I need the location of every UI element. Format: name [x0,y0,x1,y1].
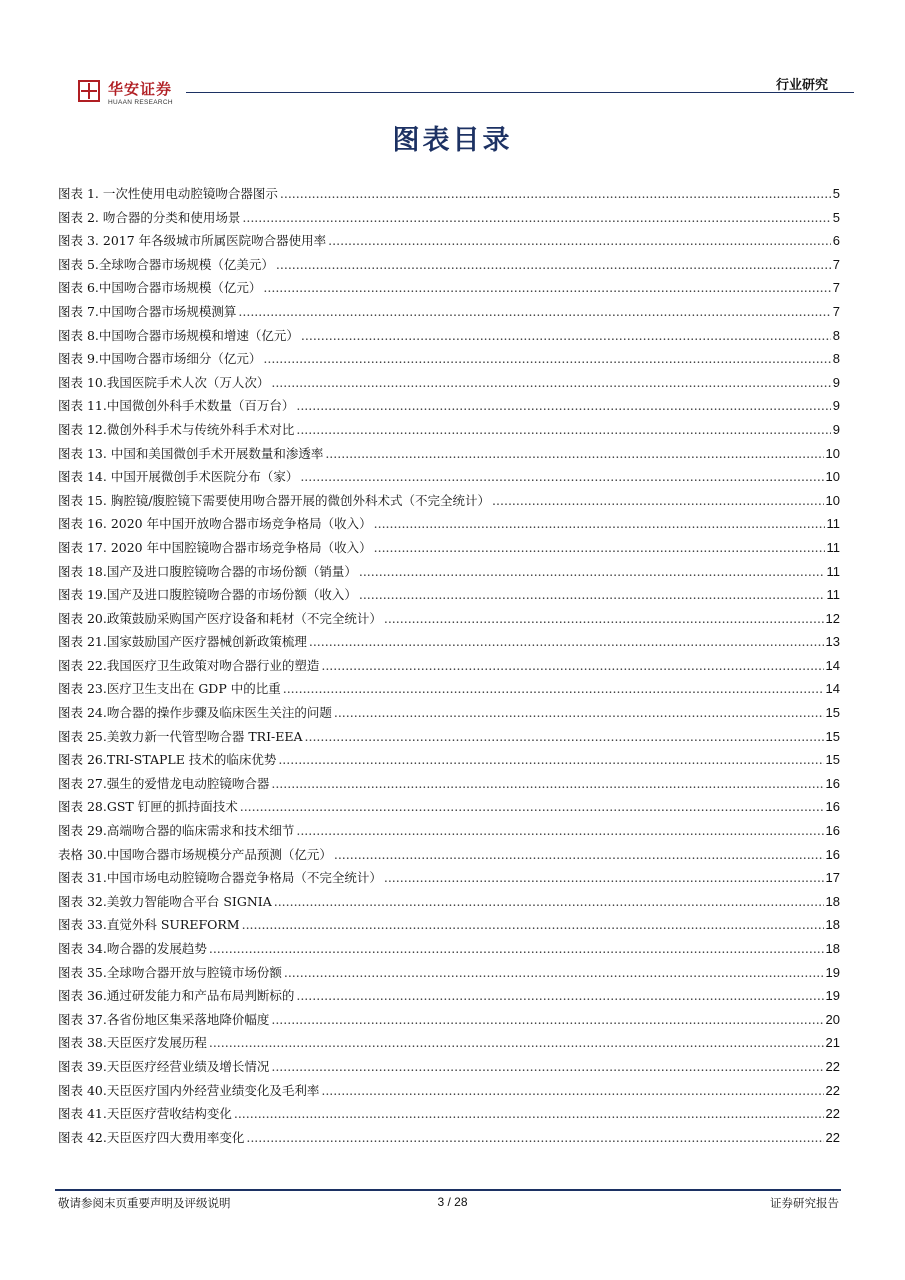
toc-dot-leader [334,843,824,867]
toc-entry-page: 7 [832,280,840,296]
toc-dot-leader [492,489,823,513]
toc-dot-leader [242,913,824,937]
toc-entry-label: 图表 23.医疗卫生支出在 GDP 中的比重 [58,681,281,697]
toc-dot-leader [274,890,824,914]
toc-dot-leader [384,607,824,631]
toc-entry[interactable] [58,961,840,985]
toc-dot-leader [296,819,823,843]
toc-entry[interactable] [58,1055,840,1079]
toc-entry-label: 图表 28.GST 钉匣的抓持面技术 [58,799,238,815]
toc-dot-leader [209,1031,824,1055]
toc-entry[interactable] [58,913,840,937]
toc-dot-leader [296,984,823,1008]
toc-entry-page: 18 [825,941,840,956]
toc-entry-page: 14 [825,681,840,697]
toc-entry-label: 图表 19.国产及进口腹腔镜吻合器的市场份额（收入） [58,587,357,603]
toc-entry-page: 15 [825,705,840,721]
toc-entry[interactable] [58,206,840,230]
toc-entry[interactable] [58,1079,840,1103]
toc-entry-page: 11 [826,539,840,555]
toc-entry[interactable] [58,512,840,536]
toc-entry[interactable] [58,1102,840,1126]
toc-entry-label: 图表 1. 一次性使用电动腔镜吻合器图示 [58,186,278,201]
toc-dot-leader [296,394,830,418]
toc-entry-page: 22 [825,1129,840,1145]
toc-entry-label: 图表 25.美敦力新一代管型吻合器 TRI-EEA [58,728,303,744]
toc-dot-leader [271,1055,823,1079]
toc-entry-label: 图表 11.中国微创外科手术数量（百万台） [58,398,295,414]
toc-entry-label: 图表 8.中国吻合器市场规模和增速（亿元） [58,327,299,343]
toc-entry[interactable] [58,630,840,654]
toc-entry-label: 图表 9.中国吻合器市场细分（亿元） [58,351,262,367]
toc-entry[interactable] [58,795,840,819]
toc-entry[interactable] [58,182,840,206]
toc-entry-label: 图表 16. 2020 年中国开放吻合器市场竞争格局（收入） [58,516,372,532]
toc-entry[interactable] [58,583,840,607]
toc-dot-leader [263,347,830,371]
toc-dot-leader [242,206,830,230]
toc-dot-leader [240,795,824,819]
toc-dot-leader [263,276,830,300]
toc-entry-label: 图表 3. 2017 年各级城市所属医院吻合器使用率 [58,233,327,249]
toc-entry[interactable] [58,418,840,442]
toc-entry-label: 图表 15. 胸腔镜/腹腔镜下需要使用吻合器开展的微创外科术式（不完全统计） [58,492,491,508]
toc-entry[interactable] [58,442,840,466]
toc-entry-label: 图表 24.吻合器的操作步骤及临床医生关注的问题 [58,705,332,721]
toc-entry[interactable] [58,394,840,418]
toc-entry[interactable] [58,324,840,348]
toc-entry-page: 16 [825,823,840,839]
toc-dot-leader [271,371,830,395]
toc-entry-page: 11 [826,587,840,603]
toc-entry-page: 21 [825,1035,840,1051]
toc-entry-label: 图表 38.天臣医疗发展历程 [58,1035,207,1051]
toc-dot-leader [384,866,824,890]
toc-entry[interactable] [58,866,840,890]
toc-entry-label: 图表 34.吻合器的发展趋势 [58,941,207,956]
toc-entry-label: 图表 5.全球吻合器市场规模（亿美元） [58,256,274,272]
toc-entry-page: 5 [832,209,840,225]
toc-entry-page: 10 [825,492,840,508]
toc-entry-page: 10 [825,445,840,461]
toc-entry[interactable] [58,772,840,796]
toc-entry[interactable] [58,701,840,725]
toc-dot-leader [280,182,831,206]
toc-dot-leader [246,1126,823,1150]
table-of-figures [58,182,840,1149]
toc-entry-label: 图表 6.中国吻合器市场规模（亿元） [58,280,262,296]
toc-entry-label: 图表 36.通过研发能力和产品布局判断标的 [58,988,295,1004]
toc-dot-leader [359,560,825,584]
toc-entry-page: 14 [825,657,840,673]
toc-dot-leader [325,442,823,466]
toc-entry[interactable] [58,560,840,584]
toc-entry-page: 15 [825,752,840,768]
toc-entry-page: 9 [832,398,840,414]
toc-dot-leader [209,937,824,961]
toc-entry[interactable] [58,489,840,513]
toc-entry[interactable] [58,1031,840,1055]
toc-entry-page: 16 [825,775,840,791]
toc-entry[interactable] [58,229,840,253]
toc-entry-page: 11 [826,516,840,532]
toc-entry[interactable] [58,1008,840,1032]
toc-entry-page: 5 [832,186,840,201]
toc-entry-label: 图表 35.全球吻合器开放与腔镜市场份额 [58,964,282,980]
section-label: 行业研究 [775,78,828,93]
toc-entry-label: 图表 42.天臣医疗四大费用率变化 [58,1129,245,1145]
toc-dot-leader [234,1102,824,1126]
logo-text-cn: 华安证券 [108,80,173,98]
toc-dot-leader [283,677,824,701]
toc-entry-page: 15 [825,728,840,744]
toc-entry-page: 13 [825,634,840,650]
toc-entry-page: 19 [825,988,840,1004]
toc-entry-label: 图表 20.政策鼓励采购国产医疗设备和耗材（不完全统计） [58,610,382,626]
toc-entry-page: 22 [825,1106,840,1122]
header-divider [186,92,854,93]
toc-dot-leader [271,1008,823,1032]
toc-dot-leader [374,512,825,536]
toc-entry[interactable] [58,1126,840,1150]
toc-dot-leader [334,701,824,725]
toc-entry[interactable] [58,371,840,395]
toc-entry[interactable] [58,654,840,678]
toc-entry[interactable] [58,607,840,631]
toc-entry-label: 图表 21.国家鼓励国产医疗器械创新政策梳理 [58,634,307,650]
toc-entry-page: 22 [825,1058,840,1074]
toc-dot-leader [328,229,831,253]
toc-entry[interactable] [58,536,840,560]
toc-entry-page: 18 [825,893,840,909]
page-title: 图表目录 [392,125,513,156]
toc-entry-label: 图表 13. 中国和美国微创手术开展数量和渗透率 [58,445,324,461]
toc-entry[interactable] [58,984,840,1008]
toc-entry-label: 图表 7.中国吻合器市场规模测算 [58,303,237,319]
toc-entry-page: 9 [832,374,840,390]
toc-entry-label: 图表 32.美敦力智能吻合平台 SIGNIA [58,893,272,909]
toc-dot-leader [271,772,823,796]
toc-entry-label: 图表 10.我国医院手术人次（万人次） [58,374,270,390]
toc-dot-leader [300,465,823,489]
toc-entry[interactable] [58,465,840,489]
toc-entry-page: 10 [825,469,840,485]
toc-entry-label: 图表 17. 2020 年中国腔镜吻合器市场竞争格局（收入） [58,539,372,555]
toc-dot-leader [238,300,830,324]
toc-entry-page: 16 [825,799,840,815]
toc-entry-page: 8 [832,351,840,367]
logo-text-en: HUAAN RESEARCH [108,99,173,106]
toc-dot-leader [276,253,831,277]
toc-entry-label: 表格 30.中国吻合器市场规模分产品预测（亿元） [58,846,332,862]
toc-entry-label: 图表 22.我国医疗卫生政策对吻合器行业的塑造 [58,657,320,673]
toc-entry-label: 图表 33.直觉外科 SUREFORM [58,917,240,933]
toc-entry[interactable] [58,253,840,277]
toc-entry-page: 12 [825,610,840,626]
toc-entry[interactable] [58,748,840,772]
toc-dot-leader [374,536,825,560]
toc-entry[interactable] [58,347,840,371]
toc-entry[interactable] [58,890,840,914]
toc-entry-label: 图表 39.天臣医疗经营业绩及增长情况 [58,1058,270,1074]
toc-dot-leader [321,1079,823,1103]
toc-entry[interactable] [58,677,840,701]
toc-entry-page: 18 [825,917,840,933]
toc-entry-label: 图表 29.高端吻合器的临床需求和技术细节 [58,823,295,839]
toc-entry-label: 图表 26.TRI-STAPLE 技术的临床优势 [58,752,277,768]
toc-entry-label: 图表 37.各省份地区集采落地降价幅度 [58,1011,270,1027]
toc-dot-leader [309,630,824,654]
toc-entry-page: 19 [825,964,840,980]
toc-entry[interactable] [58,725,840,749]
toc-entry[interactable] [58,276,840,300]
toc-dot-leader [359,583,825,607]
toc-entry-label: 图表 12.微创外科手术与传统外科手术对比 [58,421,295,437]
footer-disclaimer: 敬请参阅末页重要声明及评级说明 [58,1196,231,1210]
toc-entry-label: 图表 14. 中国开展微创手术医院分布（家） [58,469,299,485]
report-type: 证券研究报告 [770,1196,839,1210]
toc-entry-page: 16 [825,846,840,862]
huaan-logo-icon [78,80,100,102]
toc-entry-page: 11 [826,563,840,579]
toc-entry-label: 图表 27.强生的爱惜龙电动腔镜吻合器 [58,775,270,791]
toc-dot-leader [305,725,824,749]
toc-entry-label: 图表 40.天臣医疗国内外经营业绩变化及毛利率 [58,1082,320,1098]
toc-dot-leader [284,961,824,985]
toc-dot-leader [296,418,830,442]
toc-entry-page: 9 [832,421,840,437]
toc-entry-page: 6 [832,233,840,249]
toc-entry-page: 20 [825,1011,840,1027]
toc-entry[interactable] [58,937,840,961]
toc-entry-label: 图表 31.中国市场电动腔镜吻合器竞争格局（不完全统计） [58,870,382,886]
toc-dot-leader [301,324,831,348]
toc-entry[interactable] [58,819,840,843]
toc-entry-label: 图表 2. 吻合器的分类和使用场景 [58,209,241,225]
toc-entry[interactable] [58,300,840,324]
page-header [58,72,848,112]
toc-entry-page: 8 [832,327,840,343]
toc-entry-page: 7 [832,256,840,272]
toc-entry-page: 17 [825,870,840,886]
toc-entry-label: 图表 18.国产及进口腹腔镜吻合器的市场份额（销量） [58,563,357,579]
toc-entry-page: 7 [832,303,840,319]
toc-dot-leader [278,748,823,772]
page-number: 3 / 28 [437,1195,468,1209]
footer-divider [55,1189,841,1191]
toc-entry-label: 图表 41.天臣医疗营收结构变化 [58,1106,232,1122]
toc-entry[interactable] [58,843,840,867]
toc-dot-leader [321,654,823,678]
toc-entry-page: 22 [825,1082,840,1098]
